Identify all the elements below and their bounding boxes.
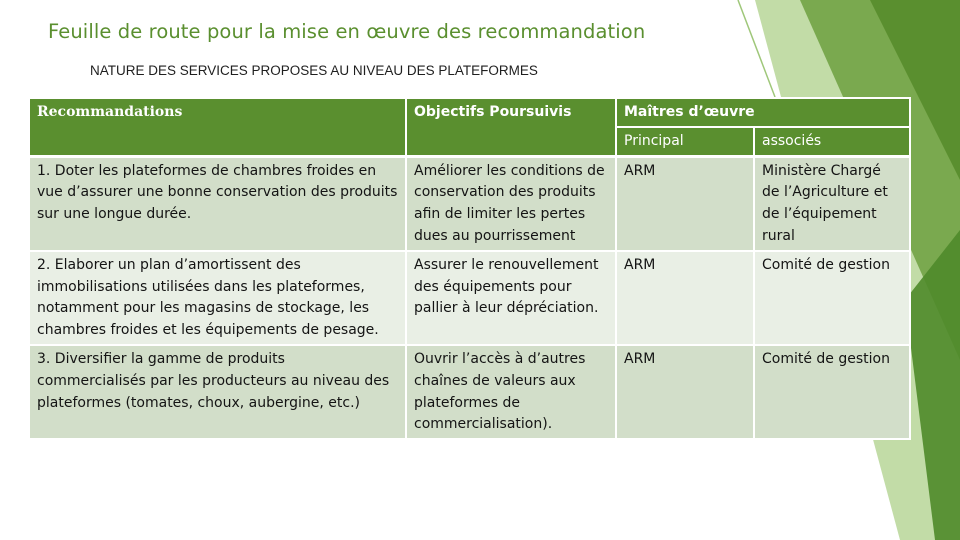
slide-subtitle: NATURE DES SERVICES PROPOSES AU NIVEAU DES PLATEFORMES: [90, 63, 538, 78]
cell-associes: Ministère Chargé de l’Agriculture et de l’équipement rural: [754, 156, 910, 251]
recommendations-table: [28, 97, 911, 440]
cell-recommandation: 2. Elaborer un plan d’amortissent des immobilisations utilisées dans les plateformes, notamment pour les magasins de stockage, les chambres froides et les équipements de pesage.: [29, 251, 406, 345]
cell-associes: Comité de gestion: [754, 251, 910, 345]
cell-objectif: Améliorer les conditions de conservation des produits afin de limiter les pertes dues au pourrissement: [406, 156, 616, 251]
table-row: [29, 251, 910, 345]
cell-objectif: Assurer le renouvellement des équipements pour pallier à leur dépréciation.: [406, 251, 616, 345]
cell-associes: Comité de gestion: [754, 345, 910, 439]
header-associes: associés: [754, 127, 910, 156]
cell-objectif: Ouvrir l’accès à d’autres chaînes de valeurs aux plateformes de commercialisation).: [406, 345, 616, 439]
header-maitres-oeuvre: Maîtres d’œuvre: [616, 98, 910, 127]
header-objectifs: Objectifs Poursuivis: [406, 98, 616, 156]
table-row: [29, 156, 910, 251]
cell-recommandation: 3. Diversifier la gamme de produits commercialisés par les producteurs au niveau des plateformes (tomates, choux, aubergine, etc.): [29, 345, 406, 439]
table-header-row: [29, 98, 910, 127]
header-recommandations: Recommandations: [29, 98, 406, 156]
table-row: [29, 345, 910, 439]
cell-recommandation: 1. Doter les plateformes de chambres froides en vue d’assurer une bonne conservation des produits sur une longue durée.: [29, 156, 406, 251]
slide-title: Feuille de route pour la mise en œuvre des recommandation: [48, 20, 646, 43]
cell-principal: ARM: [616, 345, 754, 439]
header-principal: Principal: [616, 127, 754, 156]
cell-principal: ARM: [616, 251, 754, 345]
cell-principal: ARM: [616, 156, 754, 251]
